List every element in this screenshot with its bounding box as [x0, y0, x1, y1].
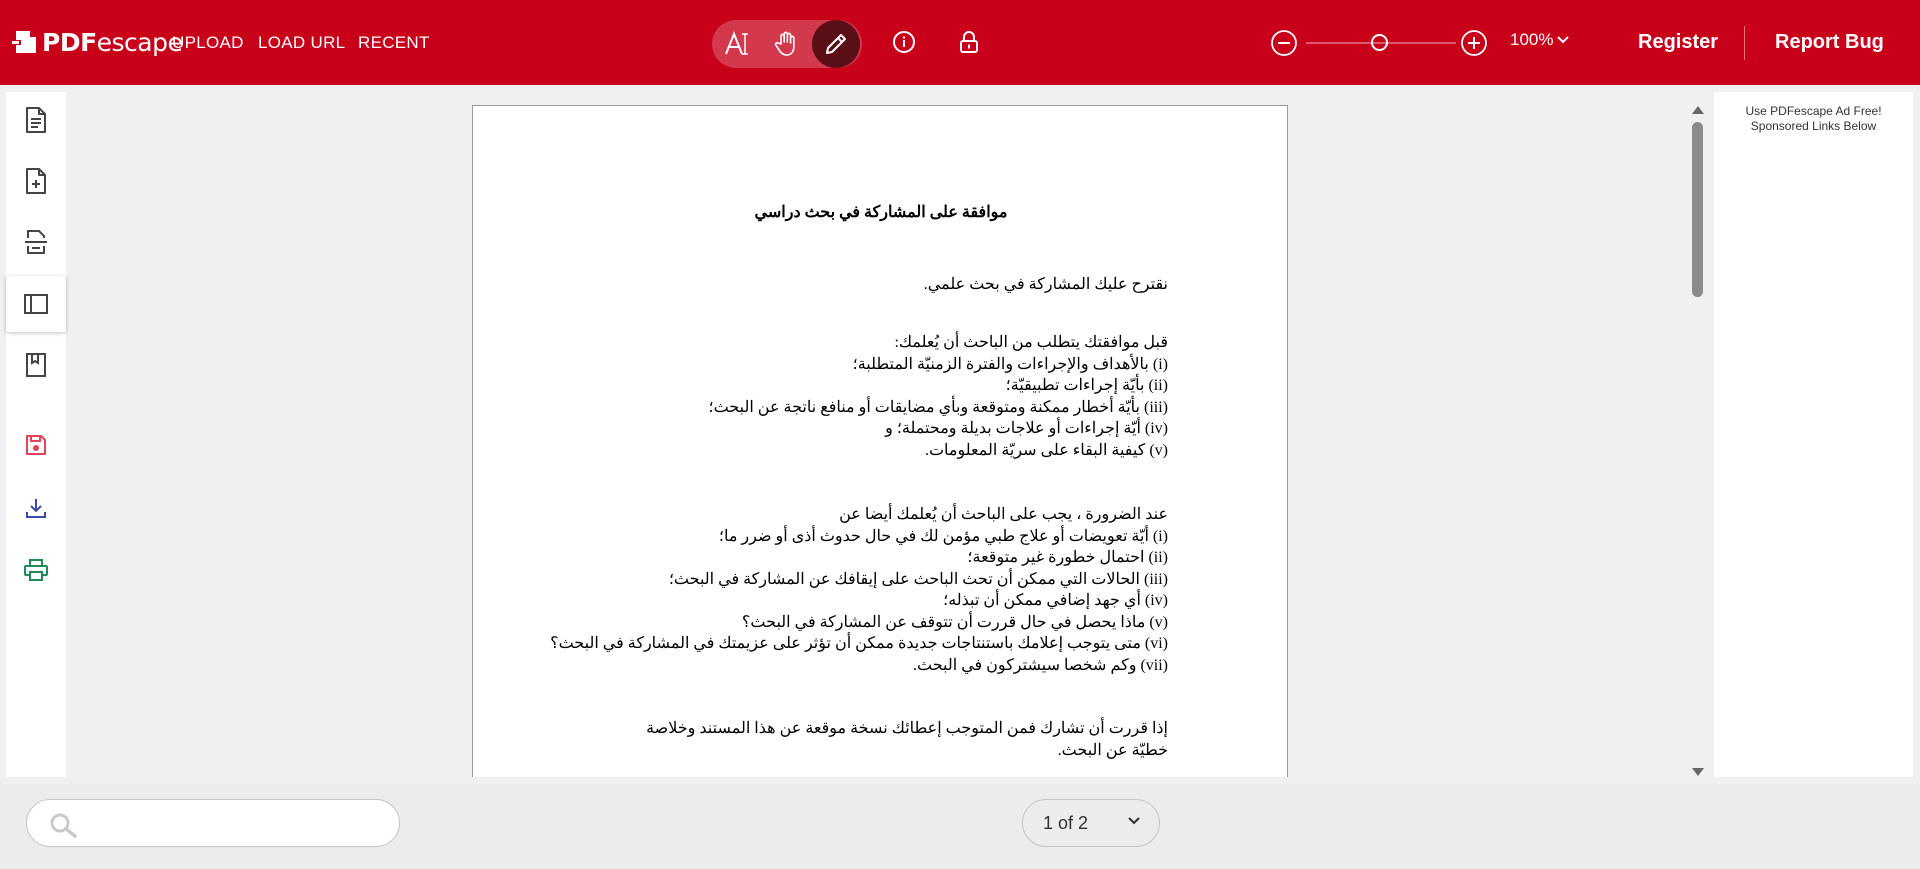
- compress-icon: [23, 228, 49, 256]
- pencil-tool-button[interactable]: [812, 20, 860, 68]
- zoom-level-value: 100%: [1510, 30, 1554, 49]
- section1-heading: قبل موافقتك يتطلب من الباحث أن يُعلمك:: [894, 334, 1168, 351]
- section2-item: (ii) احتمال خطورة غير متوقعة؛: [967, 549, 1168, 566]
- section1-item: (i) بالأهداف والإجراءات والفترة الزمنيّة المتطلبة؛: [852, 355, 1168, 373]
- save-icon: [24, 433, 48, 457]
- document-intro: نقترح عليك المشاركة في بحث علمي.: [923, 276, 1168, 293]
- section2-item: (iii) الحالات التي ممكن أن تحث الباحث على إيقافك عن المشاركة في البحث؛: [668, 570, 1168, 588]
- sidebar-document-button[interactable]: [6, 92, 66, 148]
- section1-item: (ii) بأيّة إجراءات تطبيقيّة؛: [1005, 377, 1168, 394]
- ad-line-sponsored: Sponsored Links Below: [1750, 119, 1877, 133]
- section2-item: (i) أيّة تعويضات أو علاج طبي مؤمن لك في حال حدوث أذى أو ضرر ما؛: [718, 527, 1168, 545]
- pdfescape-logo[interactable]: [12, 24, 182, 60]
- section2-item: (v) ماذا يحصل في حال قررت أن تتوقف عن المشاركة في البحث؟: [741, 613, 1168, 631]
- zoom-out-icon: [1270, 29, 1298, 57]
- zoom-slider-thumb[interactable]: [1371, 34, 1388, 51]
- scroll-down-arrow[interactable]: [1692, 768, 1704, 776]
- lock-button[interactable]: [949, 22, 989, 62]
- report-bug-link[interactable]: Report Bug: [1775, 31, 1884, 53]
- nav-upload[interactable]: UPLOAD: [172, 32, 244, 52]
- document-icon: [24, 106, 48, 134]
- bookmark-icon: [25, 352, 47, 378]
- sidebar-add-page-button[interactable]: [6, 153, 66, 209]
- logo-text: [42, 28, 182, 57]
- hand-tool-icon: [773, 30, 801, 58]
- download-icon: [24, 496, 48, 520]
- logo-escape-text: escape: [96, 27, 183, 57]
- document-title: موافقة على المشاركة في بحث دراسي: [754, 204, 1008, 221]
- zoom-out-button[interactable]: [1270, 29, 1298, 57]
- logo-pdf-text: PDF: [42, 27, 97, 57]
- sidebar-download-button[interactable]: [6, 480, 66, 536]
- top-bar: [0, 0, 1920, 85]
- zoom-level-dropdown[interactable]: [1510, 30, 1569, 50]
- sidebar-compress-button[interactable]: [6, 214, 66, 270]
- scrollbar-thumb[interactable]: [1692, 122, 1703, 297]
- logo-mark-icon: [12, 27, 38, 57]
- zoom-in-icon: [1460, 29, 1488, 57]
- document-viewer[interactable]: [72, 85, 1692, 777]
- chevron-down-icon: [1557, 36, 1569, 44]
- search-input[interactable]: [89, 808, 383, 840]
- hand-tool-button[interactable]: [763, 20, 811, 68]
- zoom-in-button[interactable]: [1460, 29, 1488, 57]
- search-box[interactable]: [26, 799, 400, 847]
- print-icon: [23, 558, 49, 582]
- info-button[interactable]: [884, 22, 924, 62]
- section1-item: (iii) بأيّة أخطار ممكنة ومتوقعة وبأي مضايقات أو منافع ناتجة عن البحث؛: [708, 398, 1168, 416]
- sidebar-print-button[interactable]: [6, 542, 66, 598]
- pdf-page[interactable]: [472, 105, 1288, 777]
- ad-panel: [1714, 92, 1913, 777]
- pencil-tool-icon: [823, 31, 849, 57]
- section1-item: (v) كيفية البقاء على سريّة المعلومات.: [924, 441, 1168, 459]
- chevron-down-icon: [1127, 816, 1141, 826]
- sidebar-save-button[interactable]: [6, 417, 66, 473]
- section2-heading: عند الضرورة ، يجب على الباحث أن يُعلمك أيضا عن: [839, 506, 1168, 523]
- section2-item: (vii) وكم شخصا سيشتركون في البحث.: [913, 656, 1168, 674]
- text-tool-button[interactable]: [714, 20, 762, 68]
- nav-load-url[interactable]: LOAD URL: [258, 32, 346, 52]
- search-icon: [49, 812, 79, 838]
- vertical-scrollbar[interactable]: [1686, 100, 1710, 782]
- tool-group: [712, 20, 862, 68]
- bottom-bar: [0, 784, 1920, 869]
- ad-text: [1714, 104, 1913, 134]
- info-icon: [892, 30, 916, 54]
- scroll-up-arrow[interactable]: [1692, 106, 1704, 114]
- document-closing-paragraph: إذا قررت أن تشارك فمن المتوجب إعطائك نسخة موقعة عن هذا المستند وخلاصة خطيّة عن البحث.: [646, 720, 1168, 759]
- ad-line-ad-free[interactable]: Use PDFescape Ad Free!: [1745, 104, 1882, 118]
- panel-icon: [23, 293, 49, 315]
- text-tool-icon: [723, 29, 753, 59]
- left-sidebar: [6, 92, 66, 777]
- add-page-icon: [24, 167, 48, 195]
- page-selector[interactable]: [1022, 799, 1160, 847]
- header-divider: [1744, 26, 1745, 60]
- nav-recent[interactable]: RECENT: [358, 32, 430, 52]
- sidebar-panel-toggle-button[interactable]: [6, 276, 66, 332]
- page-indicator: 1 of 2: [1043, 813, 1089, 833]
- register-link[interactable]: Register: [1638, 31, 1719, 53]
- section2-item: (iv) أي جهد إضافي ممكن أن تبذله؛: [943, 592, 1168, 609]
- sidebar-bookmark-button[interactable]: [6, 337, 66, 393]
- section1-item: (iv) أيّة إجراءات أو علاجات بديلة ومحتملة؛ و: [885, 420, 1168, 437]
- section2-item: (vi) متى يتوجب إعلامك باستنتاجات جديدة ممكن أن تؤثر على عزيمتك في المشاركة في البحث؟: [550, 635, 1168, 652]
- lock-icon: [958, 30, 980, 54]
